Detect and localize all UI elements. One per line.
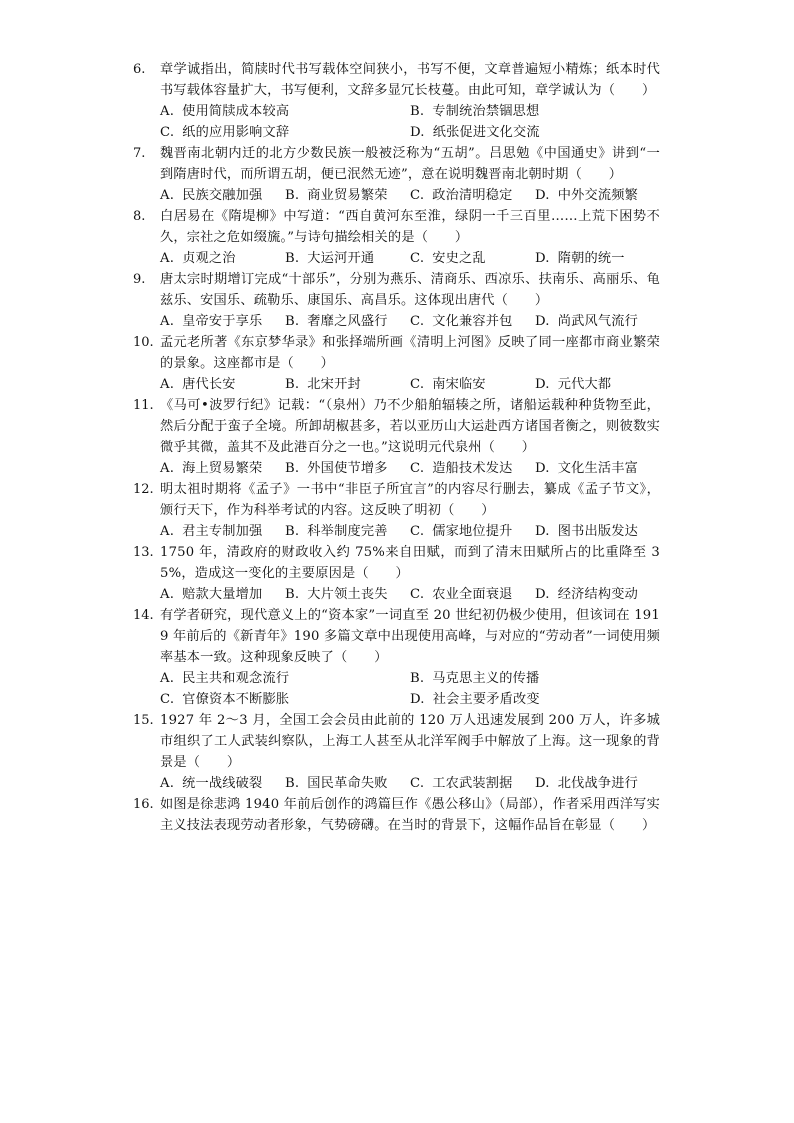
- question-stem: 唐太宗时期增订完成“十部乐”，分别为燕乐、清商乐、西凉乐、扶南乐、高丽乐、龟兹乐、安国乐、疏勒乐、康国乐、高昌乐。这体现出唐代（ ）: [160, 272, 660, 308]
- option-letter: B.: [285, 314, 300, 329]
- question-15: [0, 710, 794, 794]
- option-text: 工农武装割据: [432, 776, 513, 791]
- option-text: 科举制度完善: [307, 524, 388, 539]
- question-9: [0, 269, 794, 332]
- option-d[interactable]: [535, 773, 660, 794]
- option-a[interactable]: [160, 185, 285, 206]
- option-d[interactable]: [535, 248, 660, 269]
- option-text: 安史之乱: [432, 251, 486, 266]
- option-d[interactable]: [410, 122, 660, 143]
- option-a[interactable]: [160, 584, 285, 605]
- option-letter: B.: [285, 524, 300, 539]
- option-letter: D.: [535, 377, 550, 392]
- option-b[interactable]: [285, 521, 410, 542]
- option-letter: D.: [410, 692, 425, 707]
- question-13: [0, 542, 794, 605]
- option-text: 图书出版发达: [557, 524, 639, 539]
- option-b[interactable]: [285, 311, 410, 332]
- option-text: 使用简牍成本较高: [182, 104, 290, 119]
- option-letter: C.: [160, 125, 175, 140]
- question-body: [160, 479, 660, 542]
- question-number: 15.: [133, 713, 154, 728]
- option-letter: C.: [410, 776, 425, 791]
- option-letter: B.: [285, 377, 300, 392]
- option-text: 南宋临安: [432, 377, 486, 392]
- option-d[interactable]: [535, 584, 660, 605]
- option-letter: C.: [160, 692, 175, 707]
- option-text: 商业贸易繁荣: [307, 188, 388, 203]
- option-letter: C.: [410, 251, 425, 266]
- option-text: 专制统治禁锢思想: [432, 104, 540, 119]
- option-letter: B.: [410, 104, 425, 119]
- question-number: 9.: [133, 272, 146, 287]
- option-d[interactable]: [535, 521, 660, 542]
- question-stem: 有学者研究，现代意义上的“资本家”一词直至 20 世纪初仍极少使用，但该词在 1919 年前后的《新青年》190 多篇文章中出现使用高峰，与对应的“劳动者”一词使用频率基本一致。这种现象反映了（ ）: [160, 608, 660, 665]
- option-letter: C.: [410, 188, 425, 203]
- option-text: 海上贸易繁荣: [182, 461, 263, 476]
- question-body: [160, 59, 660, 143]
- options-row: [160, 374, 660, 395]
- option-letter: D.: [535, 524, 550, 539]
- question-number: 14.: [133, 608, 154, 623]
- question-stem: 1750 年，清政府的财政收入约 75%来自田赋，而到了清末田赋所占的比重降至 35%，造成这一变化的主要原因是（ ）: [160, 545, 660, 581]
- option-text: 纸张促进文化交流: [432, 125, 540, 140]
- option-d[interactable]: [535, 458, 660, 479]
- option-text: 大运河开通: [307, 251, 375, 266]
- options-row: [160, 668, 660, 689]
- option-text: 大片领土丧失: [307, 587, 388, 602]
- option-c[interactable]: [410, 311, 535, 332]
- option-text: 马克思主义的传播: [432, 671, 540, 686]
- option-text: 儒家地位提升: [432, 524, 513, 539]
- option-text: 北宋开封: [307, 377, 361, 392]
- option-letter: C.: [410, 314, 425, 329]
- option-d[interactable]: [535, 374, 660, 395]
- question-stem: 如图是徐悲鸿 1940 年前后创作的鸿篇巨作《愚公移山》（局部），作者采用西洋写实主义技法表现劳动者形象，气势磅礴。在当时的背景下，这幅作品旨在彰显（ ）: [160, 797, 660, 833]
- question-body: [160, 395, 660, 479]
- option-text: 隋朝的统一: [557, 251, 625, 266]
- option-c[interactable]: [410, 374, 535, 395]
- option-c[interactable]: [160, 689, 410, 710]
- question-14: [0, 605, 794, 710]
- question-body: [160, 794, 660, 836]
- option-letter: A.: [160, 587, 175, 602]
- option-b[interactable]: [285, 374, 410, 395]
- options-row: [160, 101, 660, 122]
- option-text: 唐代长安: [182, 377, 236, 392]
- option-letter: A.: [160, 461, 175, 476]
- question-11: [0, 395, 794, 479]
- options-row: [160, 458, 660, 479]
- question-number: 8.: [133, 209, 146, 224]
- question-stem: 章学诚指出，简牍时代书写载体空间狭小，书写不便，文章普遍短小精炼；纸本时代书写载体容量扩大，书写便利，文辞多显冗长枝蔓。由此可知，章学诚认为（ ）: [160, 62, 660, 98]
- question-number: 7.: [133, 146, 146, 161]
- question-8: [0, 206, 794, 269]
- option-c[interactable]: [160, 122, 410, 143]
- option-text: 尚武风气流行: [557, 314, 639, 329]
- option-a[interactable]: [160, 374, 285, 395]
- option-text: 文化生活丰富: [557, 461, 639, 476]
- question-7: [0, 143, 794, 206]
- option-letter: D.: [535, 776, 550, 791]
- option-letter: B.: [285, 188, 300, 203]
- option-letter: B.: [285, 587, 300, 602]
- question-body: [160, 710, 660, 794]
- question-number: 16.: [133, 797, 154, 812]
- option-text: 中外交流频繁: [557, 188, 639, 203]
- option-a[interactable]: [160, 248, 285, 269]
- option-text: 造船技术发达: [432, 461, 513, 476]
- option-text: 皇帝安于享乐: [182, 314, 263, 329]
- question-16: [0, 794, 794, 836]
- option-letter: D.: [535, 587, 550, 602]
- question-stem: 白居易在《隋堤柳》中写道：“西自黄河东至淮，绿阴一千三百里……上荒下困势不久，宗社之危如缀旒。”与诗句描绘相关的是（ ）: [160, 209, 660, 245]
- option-b[interactable]: [285, 584, 410, 605]
- question-body: [160, 332, 660, 395]
- question-6: [0, 59, 794, 143]
- question-number: 13.: [133, 545, 154, 560]
- option-letter: A.: [160, 188, 175, 203]
- option-b[interactable]: [410, 101, 660, 122]
- option-b[interactable]: [285, 248, 410, 269]
- option-letter: A.: [160, 776, 175, 791]
- option-letter: D.: [410, 125, 425, 140]
- option-text: 国民革命失败: [307, 776, 388, 791]
- option-letter: A.: [160, 524, 175, 539]
- question-body: [160, 143, 660, 206]
- question-body: [160, 206, 660, 269]
- option-text: 纸的应用影响文辞: [182, 125, 290, 140]
- option-text: 赔款大量增加: [182, 587, 263, 602]
- option-letter: C.: [410, 461, 425, 476]
- option-b[interactable]: [410, 668, 660, 689]
- option-letter: B.: [410, 671, 425, 686]
- option-text: 民主共和观念流行: [182, 671, 290, 686]
- option-c[interactable]: [410, 248, 535, 269]
- options-row: [160, 689, 660, 710]
- option-text: 农业全面衰退: [432, 587, 513, 602]
- question-body: [160, 269, 660, 332]
- option-text: 官僚资本不断膨胀: [182, 692, 290, 707]
- option-letter: B.: [285, 251, 300, 266]
- option-letter: A.: [160, 251, 175, 266]
- option-letter: C.: [410, 377, 425, 392]
- option-b[interactable]: [285, 773, 410, 794]
- question-body: [160, 542, 660, 605]
- option-text: 文化兼容并包: [432, 314, 513, 329]
- options-row: [160, 248, 660, 269]
- option-c[interactable]: [410, 773, 535, 794]
- option-text: 统一战线破裂: [182, 776, 263, 791]
- question-stem: 《马可•波罗行纪》记载：“（泉州）乃不少船舶辐辏之所，诸船运载种种货物至此，然后分配于蛮子全境。所卸胡椒甚多，若以亚历山大运赴西方诸国者衡之，则彼数实微乎其微，盖其不及此港百分之一也。”这说明元代泉州（ ）: [160, 398, 660, 455]
- option-d[interactable]: [535, 311, 660, 332]
- option-c[interactable]: [410, 584, 535, 605]
- option-text: 君主专制加强: [182, 524, 263, 539]
- option-letter: A.: [160, 377, 175, 392]
- option-text: 社会主要矛盾改变: [432, 692, 540, 707]
- options-row: [160, 773, 660, 794]
- question-body: [160, 605, 660, 710]
- question-stem: 魏晋南北朝内迁的北方少数民族一般被泛称为“五胡”。吕思勉《中国通史》讲到“一到隋唐时代，而所谓五胡，便已泯然无迹”，意在说明魏晋南北朝时期（ ）: [160, 146, 660, 182]
- options-row: [160, 122, 660, 143]
- option-letter: C.: [410, 587, 425, 602]
- option-d[interactable]: [535, 185, 660, 206]
- question-number: 6.: [133, 62, 146, 77]
- question-stem: 1927 年 2～3 月，全国工会会员由此前的 120 万人迅速发展到 200 万人，许多城市组织了工人武装纠察队，上海工人甚至从北洋军阀手中解放了上海。这一现象的背景是（ ）: [160, 713, 660, 770]
- option-text: 北伐战争进行: [557, 776, 639, 791]
- option-d[interactable]: [410, 689, 660, 710]
- option-text: 经济结构变动: [557, 587, 639, 602]
- option-b[interactable]: [285, 458, 410, 479]
- option-text: 政治清明稳定: [432, 188, 513, 203]
- option-letter: D.: [535, 461, 550, 476]
- option-letter: B.: [285, 461, 300, 476]
- option-a[interactable]: [160, 101, 410, 122]
- option-letter: A.: [160, 104, 175, 119]
- option-b[interactable]: [285, 185, 410, 206]
- options-row: [160, 185, 660, 206]
- option-a[interactable]: [160, 521, 285, 542]
- option-c[interactable]: [410, 521, 535, 542]
- option-c[interactable]: [410, 458, 535, 479]
- question-number: 11.: [133, 398, 154, 413]
- option-a[interactable]: [160, 311, 285, 332]
- question-10: [0, 332, 794, 395]
- option-text: 元代大都: [557, 377, 612, 392]
- option-letter: A.: [160, 671, 175, 686]
- question-12: [0, 479, 794, 542]
- option-letter: C.: [410, 524, 425, 539]
- option-letter: D.: [535, 314, 550, 329]
- option-letter: D.: [535, 251, 550, 266]
- options-row: [160, 584, 660, 605]
- question-number: 10.: [133, 335, 154, 350]
- option-text: 贞观之治: [182, 251, 236, 266]
- option-text: 民族交融加强: [182, 188, 263, 203]
- option-a[interactable]: [160, 668, 410, 689]
- option-letter: B.: [285, 776, 300, 791]
- option-a[interactable]: [160, 458, 285, 479]
- option-letter: D.: [535, 188, 550, 203]
- option-letter: A.: [160, 314, 175, 329]
- option-text: 外国使节增多: [307, 461, 388, 476]
- question-number: 12.: [133, 482, 154, 497]
- question-stem: 孟元老所著《东京梦华录》和张择端所画《清明上河图》反映了同一座都市商业繁荣的景象。这座都市是（ ）: [160, 335, 660, 371]
- option-c[interactable]: [410, 185, 535, 206]
- option-a[interactable]: [160, 773, 285, 794]
- options-row: [160, 311, 660, 332]
- option-text: 奢靡之风盛行: [307, 314, 388, 329]
- question-stem: 明太祖时期将《孟子》一书中“非臣子所宜言”的内容尽行删去，纂成《孟子节文》，颁行天下，作为科举考试的内容。这反映了明初（ ）: [160, 482, 660, 518]
- options-row: [160, 521, 660, 542]
